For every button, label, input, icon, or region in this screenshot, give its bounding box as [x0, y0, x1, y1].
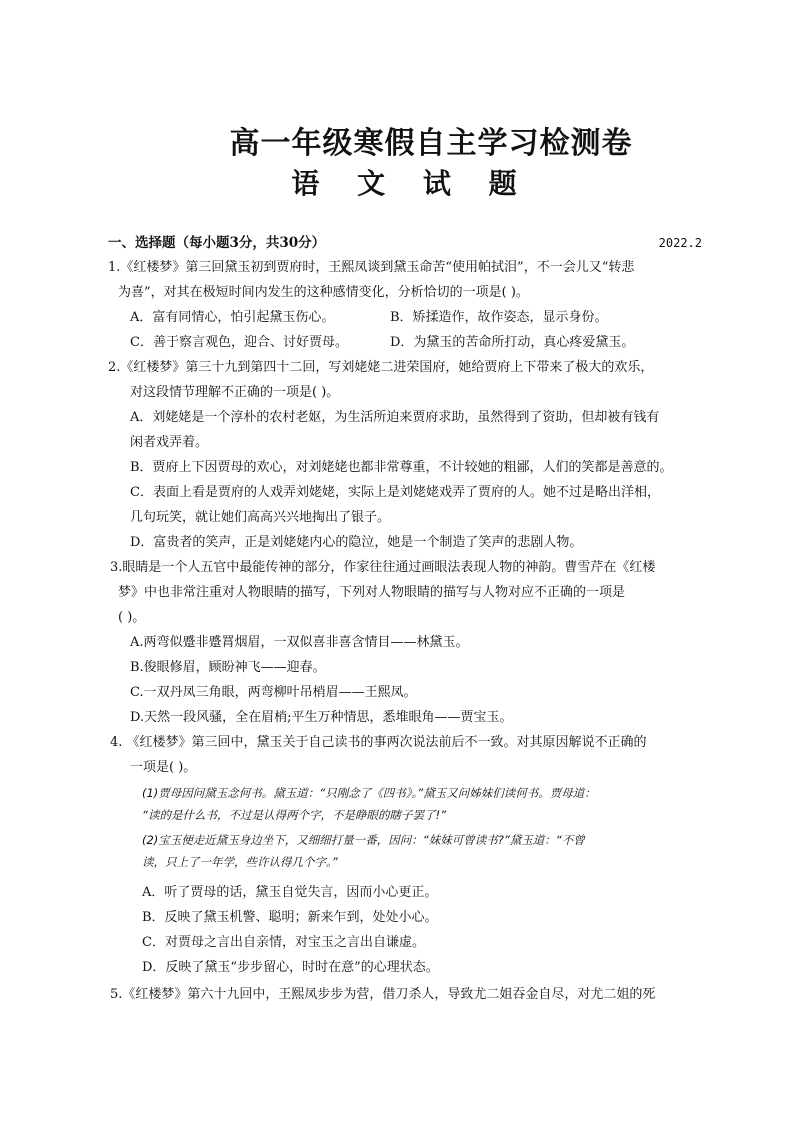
- excerpt-2: (2)宝玉便走近黛玉身边坐下，又细细打量一番，因问：“妹妹可曾读书?”黛玉道：“不曾: [142, 833, 585, 847]
- option-a: A．刘姥姥是一个淳朴的农村老妪，为生活所迫来贾府求助，虽然得到了资助，但却被有钱有: [130, 410, 660, 425]
- option-d: D.天然一段风骚，全在眉梢;平生万种情思，悉堆眼角——贾宝玉。: [130, 710, 513, 725]
- option-c: C．对贾母之言出自亲情，对宝玉之言出自谦虚。: [142, 935, 425, 950]
- exam-date: 2022.2: [658, 236, 702, 250]
- section-heading: 一、选择题（每小题3分，共30分）: [108, 235, 326, 251]
- question-text: 一项是( )。: [130, 760, 197, 775]
- option-d: D．反映了黛玉“步步留心，时时在意”的心理状态。: [142, 960, 439, 975]
- option-b: B.俊眼修眉，顾盼神飞——迎春。: [130, 660, 326, 675]
- question-text: 4. 《红楼梦》第三回中，黛玉关于自己读书的事两次说法前后不一致。对其原因解说不正确的: [110, 735, 647, 750]
- question-text: 3.眼睛是一个人五官中最能传神的部分，作家往往通过画眼法表现人物的神韵。曹雪芹在《红楼: [110, 560, 656, 575]
- question-text: 2.《红楼梦》第三十九到第四十二回，写刘姥姥二进荣国府，她给贾府上下带来了极大的欢乐，: [108, 360, 654, 375]
- exam-subtitle: 语 文 试 题: [291, 167, 531, 200]
- exam-title: 高一年级寒假自主学习检测卷: [229, 126, 633, 161]
- option-b: B．矫揉造作，故作姿态，显示身份。: [390, 310, 608, 325]
- question-text: 对这段情节理解不正确的一项是( )。: [130, 385, 340, 400]
- option-c-cont: 几句玩笑，就让她们高高兴兴地掏出了银子。: [130, 510, 391, 525]
- option-a: A．富有同情心，怕引起黛玉伤心。: [130, 310, 335, 325]
- question-text: 5.《红楼梦》第六十九回中，王熙凤步步为营，借刀杀人，导致尤二姐吞金自尽，对尤二姐的死: [110, 987, 656, 1002]
- option-a: A．听了贾母的话，黛玉自觉失言，因而小心更正。: [142, 885, 438, 900]
- option-c: C．表面上看是贾府的人戏弄刘姥姥，实际上是刘姥姥戏弄了贾府的人。她不过是略出洋相，: [130, 485, 660, 500]
- option-a-cont: 闲者戏弄着。: [130, 435, 209, 450]
- excerpt-2-cont: 读，只上了一年学，些许认得几个字。”: [142, 855, 338, 869]
- option-a: A.两弯似蹙非蹙罥烟眉，一双似喜非喜含情目——林黛玉。: [130, 635, 469, 650]
- option-b: B．反映了黛玉机警、聪明；新来乍到，处处小心。: [142, 910, 438, 925]
- option-c: C．善于察言观色，迎合、讨好贾母。: [130, 335, 348, 350]
- excerpt-1: (1)贾母因问黛玉念何书。黛玉道：“只刚念了《四书》。”黛玉又问姊妹们读何书。贾母道：: [142, 786, 596, 800]
- question-text: 梦》中也非常注重对人物眼睛的描写，下列对人物眼睛的描写与人物对应不正确的一项是: [118, 585, 626, 600]
- option-c: C.一双丹凤三角眼，两弯柳叶吊梢眉——王熙凤。: [130, 685, 417, 700]
- question-text: 1.《红楼梦》第三回黛玉初到贾府时，王熙凤谈到黛玉命苦“使用帕拭泪”，不一会儿又“转悲: [108, 260, 635, 275]
- option-d: D．为黛玉的苦命所打动，真心疼爱黛玉。: [390, 335, 635, 350]
- option-b: B．贾府上下因贾母的欢心，对刘姥姥也都非常尊重，不计较她的粗鄙，人们的笑都是善意的。: [130, 460, 673, 475]
- excerpt-1-cont: “读的是什么书，不过是认得两个字，不是睁眼的瞎子罢了!”: [142, 808, 447, 822]
- option-d: D．富贵者的笑声，正是刘姥姥内心的隐泣，她是一个制造了笑声的悲剧人物。: [130, 535, 583, 550]
- question-text: ( )。: [118, 610, 146, 625]
- question-text: 为喜”，对其在极短时间内发生的这种感情变化，分析恰切的一项是( )。: [118, 285, 529, 300]
